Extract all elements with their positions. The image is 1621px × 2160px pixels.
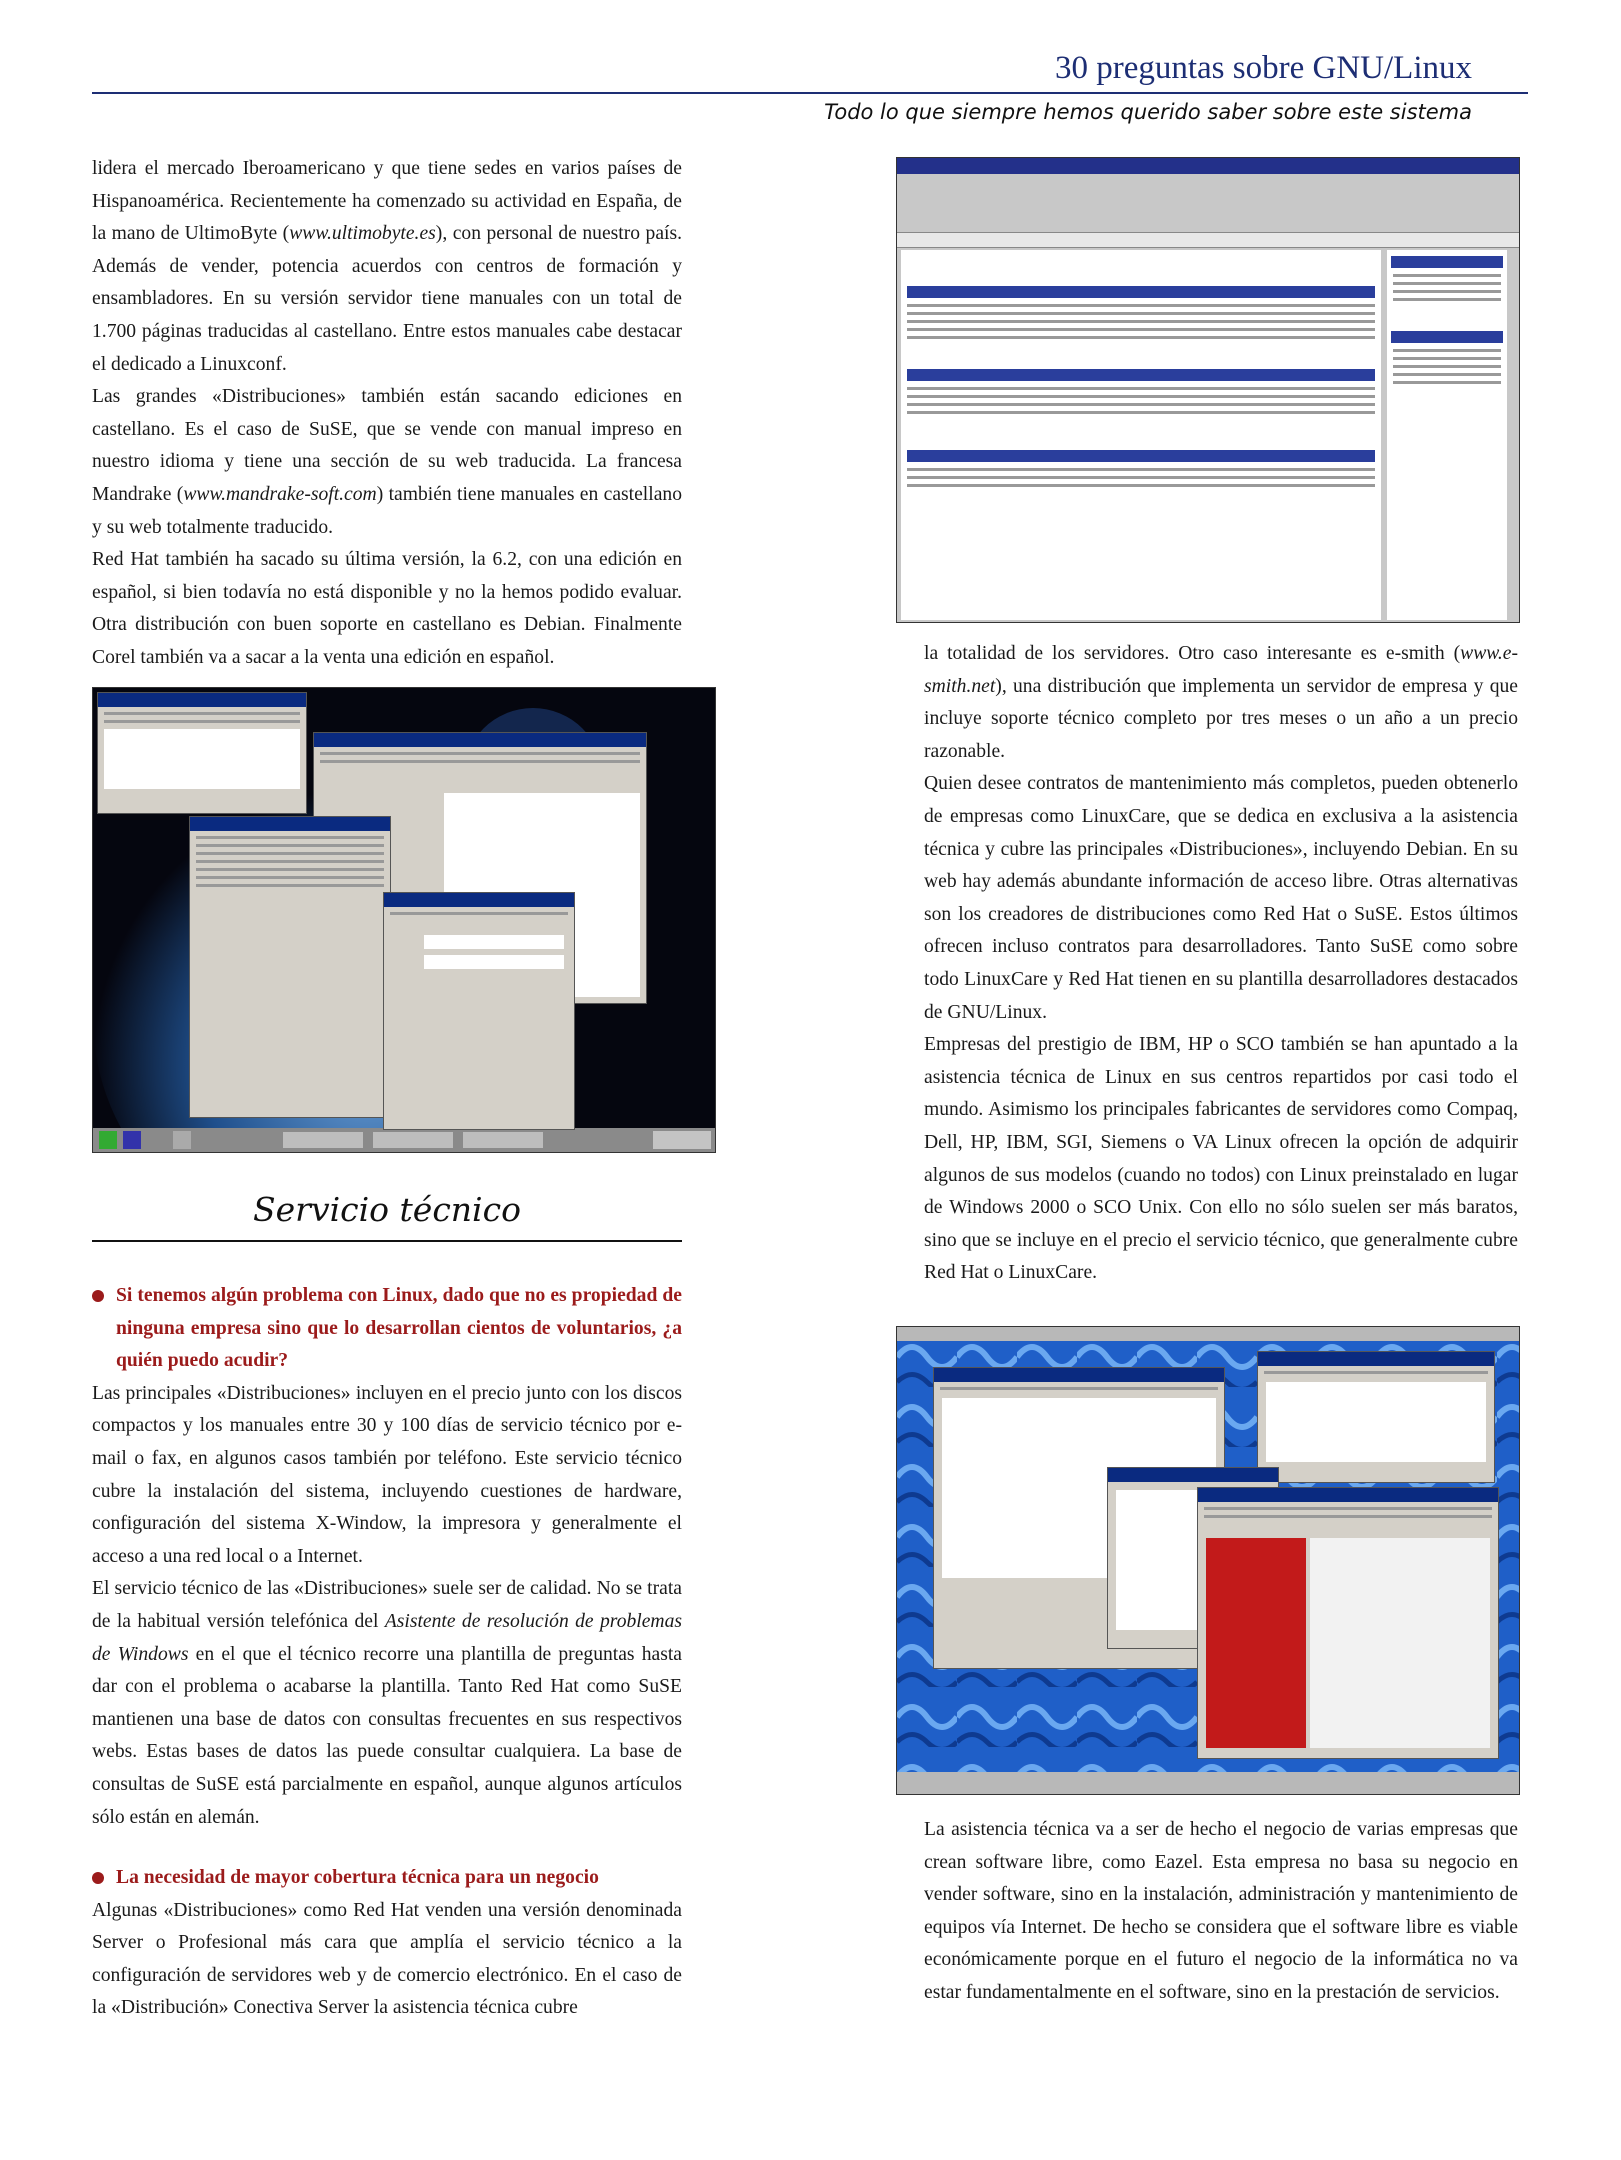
browser-content bbox=[901, 250, 1381, 620]
paragraph: Las principales «Distribuciones» incluyen en el precio junto con los discos compactos y los manuales entre 30 y 100 días de servicio técnico por e-mail o fax, en algunos casos también por teléfono. Este servicio técnico cubre la instalación del sistema, incluyendo cuestiones de hardware, configuración del sistema X-Window, la impresora y generalmente el acceso a una red local o a Internet. bbox=[92, 1382, 682, 1567]
tree-window bbox=[1257, 1351, 1495, 1483]
paragraph: Empresas del prestigio de IBM, HP o SCO también se han apuntado a la asistencia técnica de Linux en sus centros repartidos por casi todo el mundo. Asimismo los principales fabricantes de servidores como Compaq, Dell, HP, IBM, SGI, Siemens o VA Linux ofrecen la opción de adquirir algunos de sus modelos (cuando no todos) con Linux preinstalado en lugar de Windows 2000 o SCO Unix. Con ello no sólo suelen ser más baratos, sino que se incluye en el precio el servicio técnico, que generalmente cubre Red Hat o LinuxCare. bbox=[924, 1034, 1518, 1284]
browser-titlebar bbox=[897, 158, 1519, 174]
bullet-icon bbox=[92, 1872, 104, 1884]
page-header bbox=[92, 48, 1528, 124]
question-heading: La necesidad de mayor cobertura técnica para un negocio bbox=[92, 1862, 682, 1895]
paragraph: lidera el mercado Iberoamericano y que tiene sedes en varios países de Hispanoamérica. Recientemente ha comenzado su actividad en España, de la mano de UltimoByte (www.ultimobyte.es), con personal de nuestro país. Además de vender, potencia acuerdos con centros de formación y ensambladores. En su versión servidor tiene manuales con un total de 1.700 páginas traducidas al castellano. Entre estos manuales cabe destacar el dedicado a Linuxconf. bbox=[92, 158, 682, 375]
right-column-top bbox=[924, 638, 1518, 1290]
section-title: Servicio técnico bbox=[253, 1190, 521, 1229]
paragraph: la totalidad de los servidores. Otro caso interesante es e-smith (www.e-smith.net), una distribución que implementa un servidor de empresa y que incluye soporte técnico completo por tres meses o un año a un precio razonable. bbox=[924, 643, 1518, 762]
left-column-bottom bbox=[92, 1280, 682, 2025]
page-red-panel bbox=[1206, 1538, 1306, 1748]
left-column-top bbox=[92, 153, 682, 675]
browser-sidebar bbox=[1387, 250, 1507, 620]
bullet-icon bbox=[92, 1290, 104, 1302]
link-ultimobyte: www.ultimobyte.es bbox=[289, 223, 436, 245]
header-rule bbox=[92, 92, 1528, 94]
page-content-panel bbox=[1310, 1538, 1490, 1748]
paragraph: La asistencia técnica va a ser de hecho el negocio de varias empresas que crean software libre, como Eazel. Esta empresa no basa su negocio en vender software, sino en la instalación, administración y mantenimiento de equipos vía Internet. De hecho se considera que el software libre es viable económicamente porque en el futuro el negocio de la informática no va estar fundamentalmente en el software, sino en la prestación de servicios. bbox=[924, 1819, 1518, 2003]
link-esmith: www.e-smith.net bbox=[924, 643, 1518, 697]
dialog-window bbox=[383, 892, 575, 1130]
page-subtitle: Todo lo que siempre hemos querido saber sobre este sistema bbox=[824, 100, 1472, 124]
page-title: 30 preguntas sobre GNU/Linux bbox=[1054, 50, 1472, 86]
section-rule bbox=[92, 1240, 682, 1242]
browser-screenshot bbox=[896, 157, 1520, 623]
paragraph: Red Hat también ha sacado su última versión, la 6.2, con una edición en español, si bien todavía no está disponible y no la hemos podido evaluar. Otra distribución con buen soporte en castellano es Debian. Finalmente Corel también va a sacar a la venta una edición en español. bbox=[92, 549, 682, 668]
paragraph: Algunas «Distribuciones» como Red Hat venden una versión denominada Server o Profesional más cara que amplía el servicio técnico a la configuración de servidores web y de comercio electrónico. En el caso de la «Distribución» Conectiva Server la asistencia técnica cubre bbox=[92, 1899, 682, 2019]
window-small bbox=[97, 692, 307, 814]
gnome-desktop-screenshot bbox=[896, 1326, 1520, 1795]
paragraph: Quien desee contratos de mantenimiento más completos, pueden obtenerlo de empresas como LinuxCare, que se dedica en exclusiva a la asistencia técnica y cubre las principales «Distribuciones», incluyendo Debian. En su web hay además abundante información de acceso libre. Otras alternativas son los creadores de distribuciones como Red Hat o SuSE. Estos últimos ofrecen incluso contratos para desarrolladores. Tanto SuSE como sobre todo LinuxCare y Red Hat tienen en su plantilla desarrolladores destacados de GNU/Linux. bbox=[924, 773, 1518, 1023]
paragraph: Las grandes «Distribuciones» también están sacando ediciones en castellano. Es el caso de SuSE, que se vende con manual impreso en nuestro idioma y tiene una sección de su web traducida. La francesa Mandrake (www.mandrake-soft.com) también tiene manuales en castellano y su web totalmente traducido. bbox=[92, 386, 682, 538]
browser-address-bar bbox=[897, 233, 1519, 248]
link-mandrake: www.mandrake-soft.com bbox=[183, 483, 377, 505]
properties-window bbox=[189, 816, 391, 1118]
kde-desktop-screenshot bbox=[92, 687, 716, 1153]
question-heading: Si tenemos algún problema con Linux, dado que no es propiedad de ninguna empresa sino que lo desarrollan cientos de voluntarios, ¿a quién puedo acudir? bbox=[92, 1280, 682, 1378]
browser-toolbar bbox=[897, 174, 1519, 233]
web-browser-window bbox=[1197, 1487, 1499, 1759]
paragraph: El servicio técnico de las «Distribuciones» suele ser de calidad. No se trata de la habitual versión telefónica del Asistente de resolución de problemas de Windows en el que el técnico recorre una plantilla de preguntas hasta dar con el problema o acabarse la plantilla. Tanto Red Hat como SuSE mantienen una base de datos con consultas frecuentes en sus respectivos webs. Estas bases de datos las puede consultar cualquiera. La base de consultas de SuSE está parcialmente en español, aunque algunos artículos sólo están en alemán. bbox=[92, 1578, 682, 1828]
right-column-bottom bbox=[924, 1814, 1518, 2010]
